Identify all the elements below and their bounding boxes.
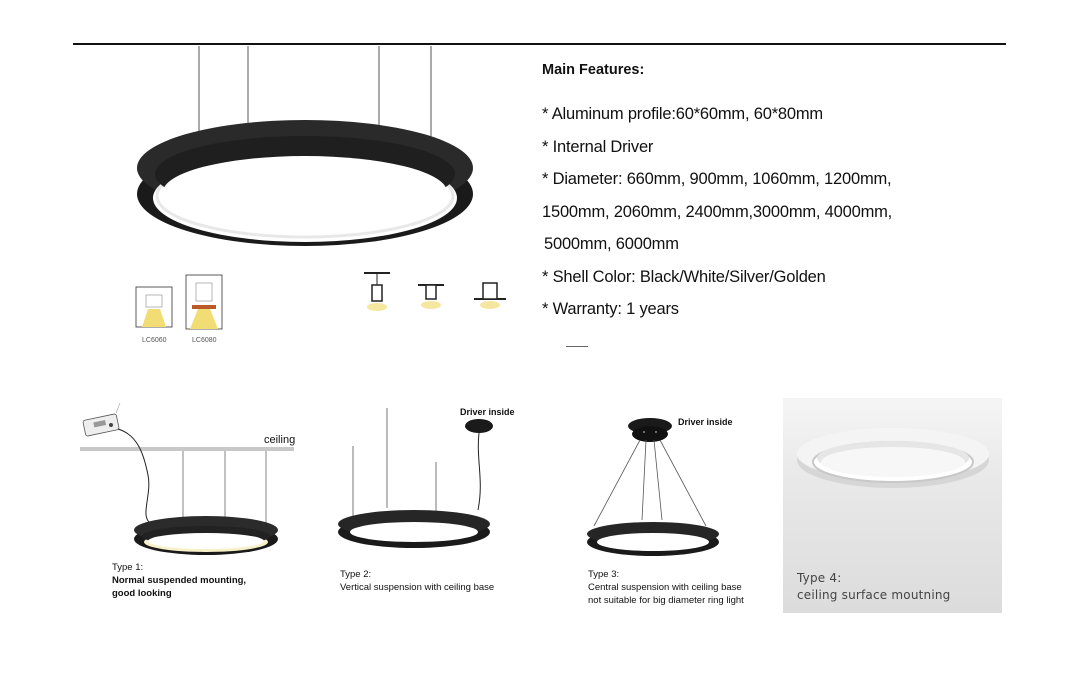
type4-caption — [797, 570, 951, 604]
feature-diameter-cont-2: 5000mm, 6000mm — [544, 235, 679, 253]
feature-diameter-cont-1: 1500mm, 2060mm, 2400mm,3000mm, 4000mm, — [542, 202, 893, 221]
features-title: Main Features: — [542, 62, 645, 78]
type3-caption-title: Type 3: — [588, 569, 620, 580]
type2-illustration — [330, 400, 530, 560]
profile-label-b: LC6080 — [192, 337, 217, 344]
type1-illustration — [78, 395, 303, 560]
mounting-diagram — [360, 265, 520, 325]
type2-panel — [330, 400, 530, 600]
top-rule — [73, 43, 1006, 45]
feature-driver: * Internal Driver — [542, 137, 654, 156]
type2-driver-label: Driver inside — [460, 407, 515, 417]
type3-caption-line2: not suitable for big diameter ring light — [588, 595, 744, 606]
type3-caption — [588, 568, 744, 607]
type4-photo — [783, 398, 1002, 613]
type2-caption-title: Type 2: — [340, 569, 372, 580]
profile-cross-sections — [130, 265, 230, 350]
type4-caption-title: Type 4: — [797, 571, 842, 585]
type1-panel — [78, 395, 303, 605]
hero-ring-image — [120, 46, 490, 256]
type1-caption-title: Type 1: — [112, 562, 144, 573]
type1-caption-line2: good looking — [112, 588, 172, 599]
type2-caption-line1: Vertical suspension with ceiling base — [340, 582, 495, 593]
type3-driver-label: Driver inside — [678, 417, 733, 427]
type4-ceiling-ring-photo — [783, 398, 1002, 558]
feature-warranty: * Warranty: 1 years — [542, 300, 679, 318]
small-dash — [566, 346, 588, 347]
mounting-cross-sections — [360, 265, 520, 325]
type3-panel — [580, 410, 790, 615]
profile-label-a: LC6060 — [142, 337, 167, 344]
ring-pendant-illustration — [120, 46, 490, 256]
ceiling-label: ceiling — [264, 434, 296, 446]
feature-shell-color: * Shell Color: Black/White/Silver/Golden — [542, 267, 826, 286]
type3-illustration — [580, 410, 790, 562]
type1-caption-line1: Normal suspended mounting, — [112, 575, 247, 586]
type3-caption-line1: Central suspension with ceiling base — [588, 582, 742, 593]
type2-caption — [340, 568, 494, 594]
main-features — [542, 62, 1012, 326]
feature-profile: * Aluminum profile:60*60mm, 60*80mm — [542, 105, 823, 123]
feature-diameter: * Diameter: 660mm, 900mm, 1060mm, 1200mm, — [542, 170, 892, 188]
profile-diagram — [130, 265, 230, 337]
type1-caption — [112, 561, 246, 600]
type4-caption-line1: ceiling surface moutning — [797, 588, 951, 602]
